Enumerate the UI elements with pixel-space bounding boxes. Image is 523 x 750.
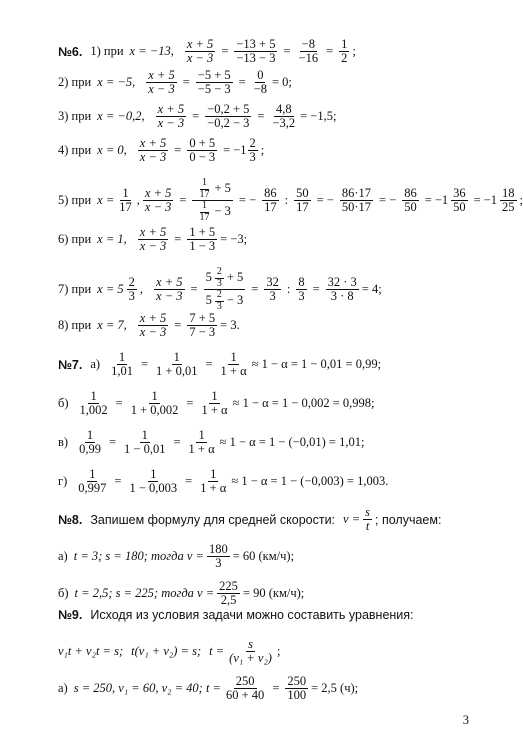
section-title-9: №9. (58, 608, 83, 622)
fraction: $\frac{x + 5}{x - 3}$ (156, 274, 183, 303)
fraction: $\frac{x + 5}{x - 3}$ (186, 37, 214, 66)
fraction: $\frac{-0,2 + 5}{-0,2 - 3}$ (207, 102, 250, 131)
s6-line5: 5) при x = $\frac{1}{17}$ , $\frac{x + 5}{x - 3}$ = $\frac{1}{17}$ + 5 $\frac{1}{17}$ − 3 = − $\frac{86}{17}$ : $\frac{50}{17}$ = − $\frac{86\cdot 17}{50\cdot 17}$ = − $\frac{86}{50}$ = −1 $\frac{36}{50}$ = −1 $\frac{18}{25}$ ; (58, 177, 523, 223)
tail: ; (352, 44, 356, 59)
condition: x = 1, (97, 232, 127, 247)
fraction: $\frac{1 + 5}{1 - 3}$ (189, 225, 216, 254)
fraction: $\frac{50}{17}$ (296, 185, 309, 214)
s6-line7: 7) при x = 5 $\frac{2}{3}$ , $\frac{x + 5}{x - 3}$ = 5 $\frac{2}{3}$ + 5 5 $\frac{2}{3}$ − 3 = $\frac{32}{3}$ : $\frac{8}{3}$ = $\frac{32 \cdot 3}{3 \cdot 8}$ = 4; (58, 266, 382, 312)
complex-fraction: $\frac{1}{17}$ + 5 $\frac{1}{17}$ − 3 (192, 178, 232, 223)
label: 6) при (58, 232, 92, 247)
fraction: $\frac{0 + 5}{0 - 3}$ (189, 136, 216, 165)
fraction: $\frac{x + 5}{x - 3}$ (139, 136, 167, 165)
label: 2) при (58, 75, 92, 90)
fraction: $\frac{-13 + 5}{-13 - 3}$ (236, 37, 276, 66)
s8-line-b: б) t = 2,5; s = 225; тогда v = $\frac{225}{2,5}$ = 90 (км/ч); (58, 579, 305, 608)
fraction: $\frac{32}{3}$ (266, 274, 279, 303)
fraction: $\frac{x + 5}{x - 3}$ (139, 311, 167, 340)
s9-line-a: а) s = 250, v₁ = 60, v₂ = 40; t = $\frac{250}{60 + 40}$ = $\frac{250}{100}$ = 2,5 (ч); (58, 674, 359, 703)
s7-line-g: г) $\frac{1}{0,997}$ = $\frac{1}{1 - 0,003}$ = $\frac{1}{1 + \alpha}$ ≈ 1 − α = 1 − (−0,003) = 1,003. (58, 467, 389, 496)
label: 8) при (58, 318, 92, 333)
fraction: $\frac{86}{17}$ (264, 185, 277, 214)
fraction: $\frac{x + 5}{x - 3}$ (148, 68, 175, 97)
s9-intro (58, 608, 479, 622)
tail: = −3; (220, 232, 248, 247)
label: 7) при (58, 282, 92, 296)
fraction: $\frac{x + 5}{x - 3}$ (144, 185, 172, 214)
tail: = −1,5; (300, 109, 337, 124)
tail: = 0; (272, 75, 292, 90)
label: 5) при (58, 193, 92, 207)
complex-fraction: 5 $\frac{2}{3}$ + 5 5 $\frac{2}{3}$ − 3 (205, 266, 244, 312)
fraction: $\frac{8}{3}$ (298, 274, 305, 303)
s8-intro: №8. Запишем формулу для средней скорости: v = $\frac{s}{t}$ ; получаем: (58, 505, 442, 534)
fraction: $\frac{x + 5}{x - 3}$ (157, 102, 185, 131)
condition: x = 0, (97, 143, 127, 158)
condition: x = −5, (97, 75, 136, 90)
fraction: $\frac{-5 + 5}{-5 - 3}$ (197, 68, 231, 97)
label: 3) при (58, 109, 92, 124)
condition: x = 7, (97, 318, 127, 333)
s7-line-a: №7. а) $\frac{1}{1,01}$ = $\frac{1}{1 + 0,01}$ = $\frac{1}{1 + \alpha}$ ≈ 1 − α = 1 − 0,01 = 0,99; (58, 350, 382, 379)
s6-line8: 8) при x = 7, $\frac{x + 5}{x - 3}$ = $\frac{7 + 5}{7 - 3}$ = 3. (58, 311, 240, 340)
fraction: $\frac{-8}{-16}$ (298, 37, 319, 66)
condition: x = −13, (129, 44, 174, 59)
fraction: $\frac{32 \cdot 3}{3 \cdot 8}$ (327, 274, 357, 303)
fraction: $\frac{1}{2}$ (341, 37, 348, 66)
s6-line2: 2) при x = −5, $\frac{x + 5}{x - 3}$ = $\frac{-5 + 5}{-5 - 3}$ = $\frac{0}{-8}$ = 0; (58, 68, 292, 97)
s7-line-v: в) $\frac{1}{0,99}$ = $\frac{1}{1 - 0,01}$ = $\frac{1}{1 + \alpha}$ ≈ 1 − α = 1 − (−0,01) = 1,01; (58, 428, 365, 457)
intro-text: Запишем формулу для средней скорости: (90, 512, 336, 527)
condition: x = (97, 193, 115, 207)
s6-line6: 6) при x = 1, $\frac{x + 5}{x - 3}$ = $\frac{1 + 5}{1 - 3}$ = −3; (58, 225, 248, 254)
label: 1) при (90, 44, 124, 59)
section-title-6: №6. (58, 44, 83, 59)
section-title-8: №8. (58, 512, 83, 527)
fraction: $\frac{4,8}{-3,2}$ (272, 102, 296, 131)
s6-line1: №6. 1) при x = −13, $\frac{x + 5}{x - 3}$ = $\frac{-13 + 5}{-13 - 3}$ = $\frac{-8}{-16}$ = $\frac{1}{2}$ ; (58, 37, 356, 66)
fraction: $\frac{1}{17}$ (119, 185, 132, 214)
label: 4) при (58, 143, 92, 158)
s6-line3: 3) при x = −0,2, $\frac{x + 5}{x - 3}$ = $\frac{-0,2 + 5}{-0,2 - 3}$ = $\frac{4,8}{-3,2}$ = −1,5; (58, 102, 337, 131)
condition: x = −0,2, (97, 109, 145, 124)
s8-line-a: а) t = 3; s = 180; тогда v = $\frac{180}{3}$ = 60 (км/ч); (58, 542, 295, 571)
fraction: $\frac{86\cdot 17}{50\cdot 17}$ (341, 185, 372, 214)
s7-line-b: б) $\frac{1}{1,002}$ = $\frac{1}{1 + 0,002}$ = $\frac{1}{1 + \alpha}$ ≈ 1 − α = 1 − 0,002 = 0,998; (58, 389, 375, 418)
fraction: $\frac{7 + 5}{7 - 3}$ (189, 311, 216, 340)
page-number: 3 (462, 713, 469, 727)
section-title-7: №7. (58, 357, 83, 372)
fraction: $\frac{0}{-8}$ (253, 68, 267, 97)
fraction: $\frac{x + 5}{x - 3}$ (139, 225, 167, 254)
condition: x = 5 (97, 282, 124, 296)
s9-equations: v₁t + v₂t = s; t(v₁ + v₂) = s; t = $\frac{s}{\text{(v₁ + v₂)}}$ ; (58, 637, 281, 666)
intro-text: Исходя из условия задачи можно составить уравнения: (90, 608, 414, 622)
mixed-number: −1 $\frac{2}{3}$ (233, 136, 256, 165)
tail: = 3. (220, 318, 240, 333)
s6-line4: 4) при x = 0, $\frac{x + 5}{x - 3}$ = $\frac{0 + 5}{0 - 3}$ = −1 $\frac{2}{3}$ ; (58, 136, 265, 165)
tail: ; (260, 143, 265, 158)
fraction: $\frac{86}{50}$ (404, 185, 417, 214)
fraction: $\frac{2}{3}$ (128, 274, 135, 303)
